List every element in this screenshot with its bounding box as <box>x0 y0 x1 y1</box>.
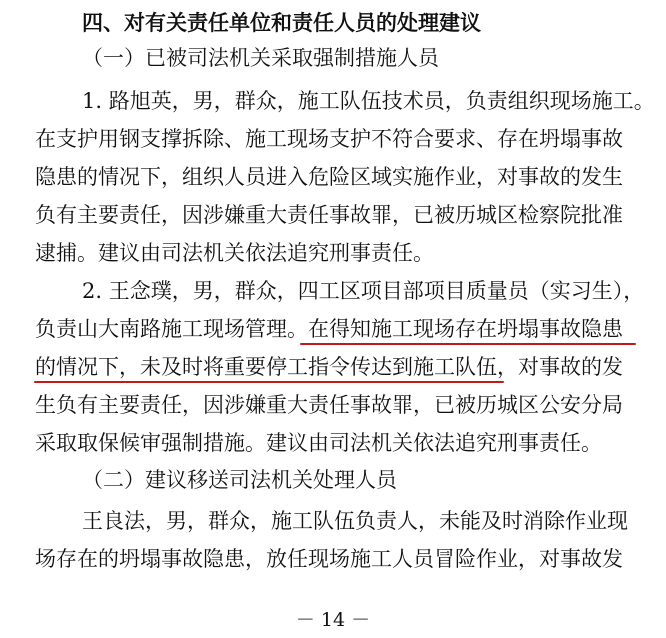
paragraph-line: 生负有主要责任，因涉嫌重大责任事故罪，已被历城区公安分局 <box>35 393 623 417</box>
red-underline-annotation <box>300 343 636 345</box>
paragraph-line: 在支护用钢支撑拆除、施工现场支护不符合要求、存在坍塌事故 <box>35 127 623 151</box>
paragraph-line: 王良法，男，群众，施工队伍负责人，未能及时消除作业现 <box>82 509 628 533</box>
paragraph-line: 1. 路旭英，男，群众，施工队伍技术员，负责组织现场施工。 <box>82 89 655 113</box>
page-number: － 14 － <box>295 609 371 631</box>
subheading-transfer: （二）建议移送司法机关处理人员 <box>82 468 397 492</box>
section-heading: 四、对有关责任单位和责任人员的处理建议 <box>82 11 481 35</box>
paragraph-line: 负有主要责任，因涉嫌重大责任事故罪，已被历城区检察院批准 <box>35 203 623 227</box>
paragraph-line: 2. 王念璞，男，群众，四工区项目部项目质量员（实习生）， <box>82 279 645 303</box>
paragraph-line: 逮捕。建议由司法机关依法追究刑事责任。 <box>35 241 434 265</box>
paragraph-line: 隐患的情况下，组织人员进入危险区域实施作业，对事故的发生 <box>35 165 623 189</box>
subheading-detained: （一）已被司法机关采取强制措施人员 <box>82 46 439 70</box>
paragraph-line: 采取取保候审强制措施。建议由司法机关依法追究刑事责任。 <box>35 431 602 455</box>
paragraph-line: 的情况下，未及时将重要停工指令传达到施工队伍，对事故的发 <box>35 355 623 379</box>
paragraph-line: 场存在的坍塌事故隐患，放任现场施工人员冒险作业，对事故发 <box>35 547 623 571</box>
red-underline-annotation <box>34 381 504 383</box>
paragraph-line: 负责山大南路施工现场管理。在得知施工现场存在坍塌事故隐患 <box>35 317 623 341</box>
